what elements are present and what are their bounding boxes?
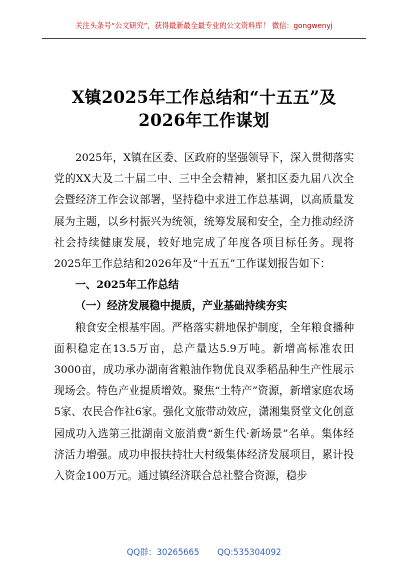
header-divider	[42, 38, 366, 39]
intro-paragraph: 2025年，X镇在区委、区政府的坚强领导下，深入贯彻落实党的XX大及二十届二中、三中全会精神，紧扣区委九届八次全会暨经济工作会议部署，坚持稳中求进工作总基调，以高质量发展为主题，以乡村振兴为统领，统筹发展和安全，全力推动经济社会持续健康发展，较好地完成了年度各项目标任务。现将2025年工作总结和2026年及“十五五”工作谋划报告如下：	[54, 152, 354, 271]
qq-text: QQ:535304092	[217, 547, 282, 557]
footer-contact	[0, 546, 408, 558]
document-body	[54, 148, 354, 487]
section-heading: 一、2025年工作总结	[75, 279, 179, 292]
subsection-heading: （一）经济发展稳中提质，产业基础持续夯实	[75, 300, 288, 313]
document-title-line2: 2026年工作谋划	[138, 111, 270, 130]
document-title-line1: X镇2025年工作总结和“十五五”及	[71, 88, 337, 107]
promo-header: 关注头条号“公文研究”，获得最新最全最专业的公文资料库！ 微信：gongwenyj	[75, 21, 333, 30]
subsection-paragraph: 粮食安全根基牢固。严格落实耕地保护制度，全年粮食播种面积稳定在13.5万亩，总产量达5.9万吨。新增高标准农田3000亩，成功承办湖南省粮油作物优良双季稻品种生产性展示现场会。特色产业提质增效。聚焦“土特产”资源，新增家庭农场5家、农民合作社6家。强化文旅带动效应，潇湘集贤堂文化创意园成功入选第三批湖南文旅消费“新生代·新场景”名单。集体经济活力增强。成功申报扶持壮大村级集体经济发展项目，累计投入资金100万元。通过镇经济联合总社整合资源，稳步	[54, 321, 354, 483]
qq-group-text: QQ群：30265665	[126, 547, 200, 557]
